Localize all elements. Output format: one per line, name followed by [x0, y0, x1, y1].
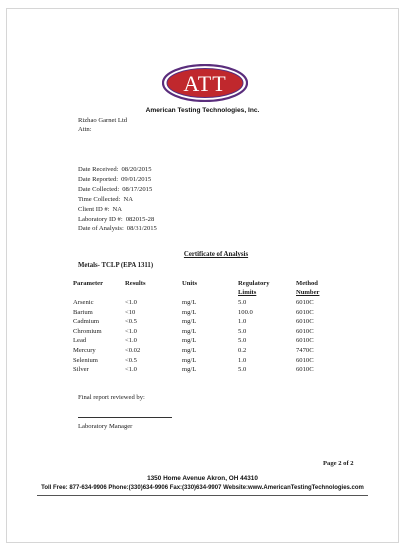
- table-row: Chromium <1.0 mg/L 5.0 6010C: [73, 327, 314, 335]
- meta-laboratory-id: Laboratory ID #: 082015-28: [78, 215, 155, 223]
- footer-rule: [37, 495, 368, 496]
- page-number: Page 2 of 2: [323, 460, 354, 467]
- header-units: Units: [182, 280, 198, 287]
- table-row: Silver <1.0 mg/L 5.0 6010C: [73, 366, 314, 374]
- certificate-title: Certificate of Analysis: [183, 251, 249, 258]
- signatory-title: Laboratory Manager: [78, 423, 133, 430]
- table-row: Cadmium <0.5 mg/L 1.0 6010C: [73, 318, 314, 326]
- meta-time-collected: Time Collected: NA: [78, 195, 133, 203]
- client-block: [78, 116, 127, 134]
- table-row: Arsenic <1.0 mg/L 5.0 6010C: [73, 299, 314, 306]
- review-text: Final report reviewed by:: [78, 394, 145, 401]
- meta-client-id: Client ID #: NA: [78, 205, 123, 213]
- table-row: Mercury <0.02 mg/L 0.2 7470C: [73, 347, 314, 354]
- table-row: Barium <10 mg/L 100.0 6010C: [73, 308, 314, 316]
- footer-address: 1350 Home Avenue Akron, OH 44310: [147, 475, 258, 482]
- footer-contact: Toll Free: 877-634-9906 Phone:(330)634-9906 Fax:(330)634-9907 Website:www.AmericanTestingTechnologies.com: [41, 485, 364, 491]
- att-logo: [162, 64, 248, 102]
- header-regulatory-limits: Regulatory Limits: [238, 280, 270, 296]
- meta-date-reported: Date Reported: 09/01/2015: [78, 175, 152, 183]
- logo-text: ATT: [183, 71, 227, 96]
- meta-date-collected: Date Collected: 08/17/2015: [78, 185, 153, 193]
- method-subtitle: Metals- TCLP (EPA 1311): [78, 262, 154, 269]
- table-row: Selenium <0.5 mg/L 1.0 6010C: [73, 356, 314, 364]
- meta-date-received: Date Received: 08/20/2015: [78, 166, 152, 173]
- report-meta: [78, 165, 157, 234]
- header-method-number: Method Number: [296, 280, 320, 296]
- header-results: Results: [125, 280, 146, 287]
- table-row: Lead <1.0 mg/L 5.0 6010C: [73, 337, 314, 345]
- signature-line: [78, 417, 172, 418]
- meta-date-of-analysis: Date of Analysis: 08/31/2015: [78, 225, 157, 233]
- company-name: American Testing Technologies, Inc.: [145, 107, 260, 114]
- attn-label: Attn:: [78, 126, 92, 133]
- client-name: Rizhao Garnet Ltd: [78, 117, 128, 124]
- header-parameter: Parameter: [73, 280, 104, 287]
